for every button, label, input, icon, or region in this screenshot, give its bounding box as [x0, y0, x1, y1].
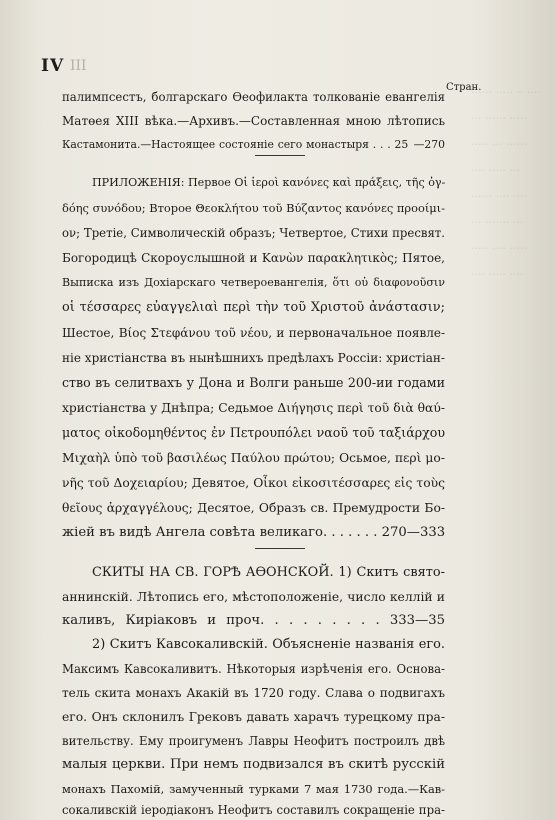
text-line: νῆς τοῦ Δοχειαρίου; Девятое, Οἶκοι εἰκοσιτέσσαρες εἰς τοὺς — [62, 476, 445, 490]
text-line: Μιχαὴλ ὑπὸ τοῦ βασιλέως Παύλου πρώτου; Осьмое, περὶ μο- — [62, 451, 445, 465]
text-line: СКИТЫ НА СВ. ГОРѢ АѲОНСКОЙ. 1) Скитъ свято- — [92, 565, 445, 580]
text-line: 2) Скитъ Кавсокаливскій. Объясненіе названія его. — [92, 637, 445, 652]
text-line: вительству. Ему проигуменъ Лавры Неофитъ построилъ двѣ — [62, 734, 445, 748]
text-line: Кастамонита.—Настоящее состояніе сего монастыря . . . 25 —270 — [62, 138, 445, 151]
text-line: Матөея XIII вѣка.—Архивъ.—Составленная мною лѣтопись — [62, 114, 445, 128]
bleed-through-text: ······ ····· ·· ···· ··· ······ ····· ····· ··· ······ ···· ····· ··· ······ ···· ···· ··· ······· ··· ····· ···· ····· ···· ····· ···· — [471, 86, 541, 281]
text-line: его. Онъ склонилъ Грековъ давать харачъ турецкому пра- — [62, 710, 445, 724]
text-line: δόης συνόδου; Второе Θεοκλήτου τοῦ Βύζαντος κανόνες προοίμι- — [62, 201, 445, 215]
text-line: малыя церкви. При немъ подвизался въ скитѣ русскій — [62, 757, 445, 772]
text-line: Шестое, Βίος Στεφάνου τοῦ νέου, и первоначальное появле- — [62, 326, 445, 340]
text-line: ство въ селитвахъ у Дона и Волги раньше 200-ии годами — [62, 375, 445, 390]
page-number: IV — [41, 56, 65, 76]
text-line: палимпсестъ, болгарскаго Өеофилакта толкованіе евангелія — [62, 90, 445, 104]
pages-column-label: Стран. — [446, 82, 482, 93]
text-line: ον; Третіе, Символическій образъ; Четвертое, Стихи пресвят. — [62, 226, 445, 240]
text-line: Богородицѣ Скороуслышной и Κανὼν παρακλητικὸς; Пятое, — [62, 251, 445, 265]
text-line: каливъ, Киріаковъ и проч. . . . . . . . . 333—35 — [62, 613, 445, 628]
text-line: Выписка изъ Дохіарскаго четвероевангелія, ὅτι οὐ διαφονοῦσιν — [62, 276, 445, 289]
section-divider — [255, 155, 305, 156]
text-line: христіанства у Днѣпра; Седьмое Διήγησις περὶ τοῦ διὰ θαύ- — [62, 401, 445, 415]
text-line: ПРИЛОЖЕНІЯ: Первое Οἱ ἱεροὶ κανόνες καὶ πράξεις, τῆς ὀγ- — [92, 176, 446, 189]
text-line: монахъ Пахомій, замученный турками 7 мая 1730 года.—Кав- — [62, 782, 445, 796]
text-line: θεῖους ἀρχαγγέλους; Десятое, Образъ св. Премудрости Бо- — [62, 501, 445, 515]
section-divider — [255, 548, 305, 549]
text-line: ніе христіанства въ нынѣшнихъ предѣлахъ Россіи: христіан- — [62, 351, 445, 365]
text-line: Максимъ Кавсокаливитъ. Нѣкоторыя изрѣченія его. Основа- — [62, 662, 445, 676]
text-line: ματος οἰκοδομηθέντος ἐν Πετρουπόλει ναοῦ τοῦ ταξιάρχου — [62, 425, 445, 440]
text-line: οἱ τέσσαρες εὐαγγελιαὶ περὶ τὴν τοῦ Χριστοῦ ἀνάστασιν; — [62, 300, 445, 315]
text-line: жіей въ видѣ Ангела совѣта великаго. . . . . . . 270—333 — [62, 525, 446, 540]
page-number-bleed: III — [70, 58, 87, 74]
text-line: аннинскій. Лѣтопись его, мѣстоположеніе, число келлій и — [62, 590, 445, 604]
text-line: тель скита монахъ Акакій въ 1720 году. Слава о подвигахъ — [62, 686, 445, 700]
text-line: сокаливскій іеродіаконъ Неофитъ составилъ сокращеніе пра- — [62, 803, 445, 817]
